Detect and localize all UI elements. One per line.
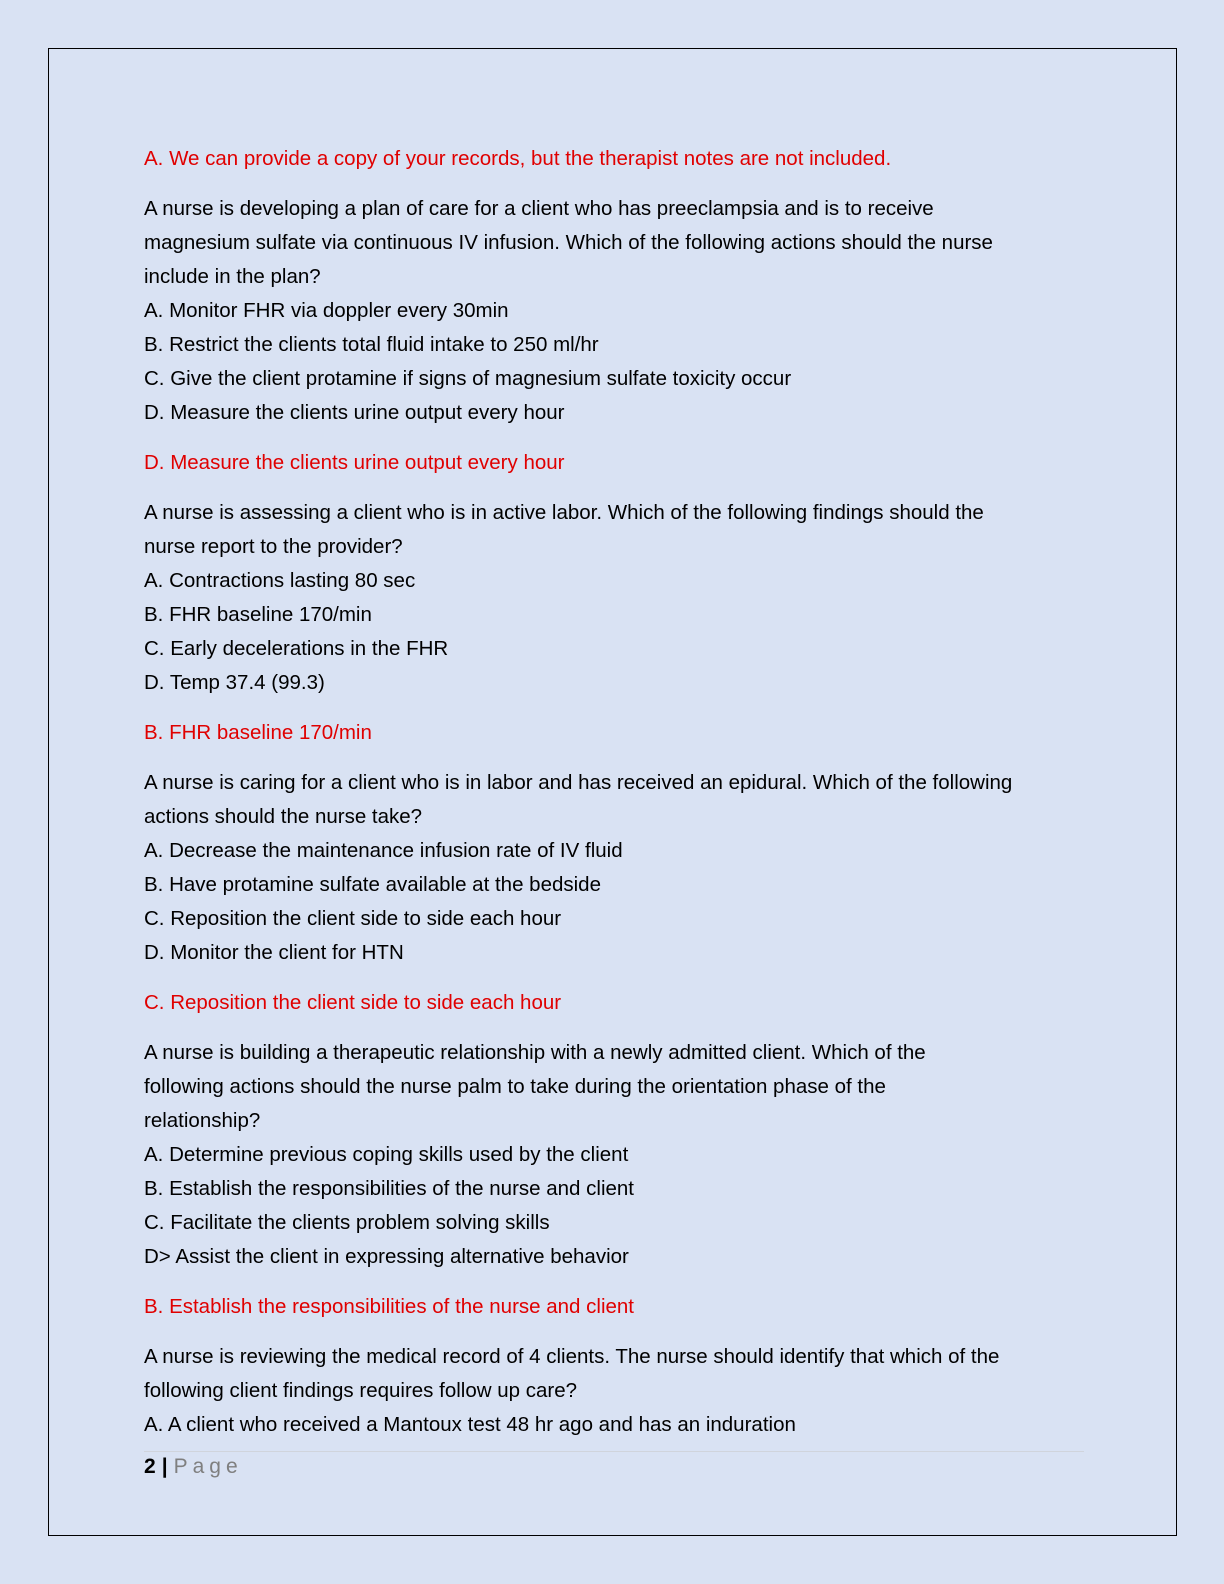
page-number: 2 — [144, 1455, 156, 1478]
answer-key — [144, 446, 1084, 480]
question-block — [144, 766, 1084, 970]
answer-option: D. Measure the clients urine output every hour — [144, 401, 565, 424]
answer-option: D> Assist the client in expressing alternative behavior — [144, 1245, 629, 1268]
question-stem-line: A nurse is building a therapeutic relationship with a newly admitted client. Which of the — [144, 1041, 926, 1064]
question-stem-line: magnesium sulfate via continuous IV infusion. Which of the following actions should the nurse — [144, 231, 993, 254]
page-footer — [144, 1452, 243, 1482]
answer-option: A. Determine previous coping skills used by the client — [144, 1143, 629, 1166]
answer-key — [144, 1290, 1084, 1324]
question-block — [144, 496, 1084, 700]
footer-divider — [144, 1451, 1084, 1452]
question-block — [144, 1036, 1084, 1274]
answer-option: D. Monitor the client for HTN — [144, 941, 404, 964]
answer-option: A. Contractions lasting 80 sec — [144, 569, 416, 592]
question-stem-line: following client findings requires follow up care? — [144, 1379, 578, 1402]
answer-option: C. Give the client protamine if signs of magnesium sulfate toxicity occur — [144, 367, 792, 390]
answer-option: B. FHR baseline 170/min — [144, 603, 372, 626]
answer-option: B. Have protamine sulfate available at the bedside — [144, 873, 601, 896]
question-stem-line: A nurse is developing a plan of care for a client who has preeclampsia and is to receive — [144, 197, 934, 220]
question-stem-line: relationship? — [144, 1109, 261, 1132]
answer-option: A. Decrease the maintenance infusion rate of IV fluid — [144, 839, 623, 862]
answer-option: B. Establish the responsibilities of the nurse and client — [144, 1177, 634, 1200]
question-block — [144, 192, 1084, 430]
document-body — [144, 142, 1084, 1458]
question-stem-line: A nurse is caring for a client who is in labor and has received an epidural. Which of the following — [144, 771, 1013, 794]
answer-text: B. FHR baseline 170/min — [144, 721, 372, 744]
answer-key — [144, 716, 1084, 750]
answer-text: D. Measure the clients urine output every hour — [144, 451, 565, 474]
question-block — [144, 1340, 1084, 1442]
answer-key — [144, 986, 1084, 1020]
page-label: Page — [173, 1455, 243, 1478]
question-stem-line: actions should the nurse take? — [144, 805, 423, 828]
answer-key — [144, 142, 1084, 176]
answer-option: A. Monitor FHR via doppler every 30min — [144, 299, 509, 322]
answer-text: B. Establish the responsibilities of the nurse and client — [144, 1295, 634, 1318]
answer-text: C. Reposition the client side to side each hour — [144, 991, 562, 1014]
question-stem-line: nurse report to the provider? — [144, 535, 403, 558]
answer-option: C. Early decelerations in the FHR — [144, 637, 449, 660]
page-separator: | — [161, 1455, 168, 1478]
answer-option: D. Temp 37.4 (99.3) — [144, 671, 325, 694]
answer-option: C. Reposition the client side to side each hour — [144, 907, 562, 930]
question-stem-line: include in the plan? — [144, 265, 321, 288]
question-stem-line: A nurse is assessing a client who is in active labor. Which of the following findings should the — [144, 501, 984, 524]
question-stem-line: A nurse is reviewing the medical record of 4 clients. The nurse should identify that which of the — [144, 1345, 1000, 1368]
answer-option: B. Restrict the clients total fluid intake to 250 ml/hr — [144, 333, 599, 356]
answer-option: A. A client who received a Mantoux test 48 hr ago and has an induration — [144, 1413, 796, 1436]
answer-option: C. Facilitate the clients problem solving skills — [144, 1211, 550, 1234]
answer-text: A. We can provide a copy of your records, but the therapist notes are not included. — [144, 147, 892, 170]
question-stem-line: following actions should the nurse palm to take during the orientation phase of the — [144, 1075, 886, 1098]
